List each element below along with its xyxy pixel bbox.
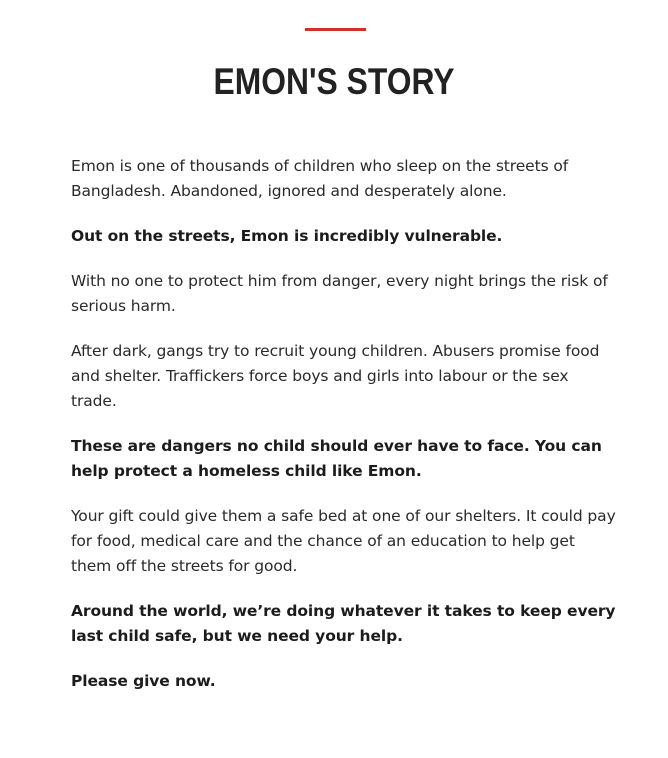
story-paragraph-after-dark: After dark, gangs try to recruit young children. Abusers promise food and shelter. Traffickers force boys and girls into labour or the sex trade. — [71, 342, 600, 410]
story-paragraph-danger: With no one to protect him from danger, every night brings the risk of serious harm. — [71, 272, 608, 315]
story-paragraph-vulnerable: Out on the streets, Emon is incredibly vulnerable. — [71, 227, 503, 245]
story-body — [71, 154, 616, 714]
story-paragraph-around-the-world: Around the world, we’re doing whatever it takes to keep every last child safe, but we need your help. — [71, 602, 616, 645]
story-paragraph-call-to-action: Please give now. — [71, 672, 216, 690]
story-paragraph-intro: Emon is one of thousands of children who sleep on the streets of Bangladesh. Abandoned, ignored and desperately alone. — [71, 157, 569, 200]
story-paragraph-you-can-help: These are dangers no child should ever have to face. You can help protect a homeless child like Emon. — [71, 437, 602, 480]
title-accent-rule — [305, 28, 366, 31]
page-title: EMON'S STORY — [213, 61, 455, 102]
story-paragraph-your-gift: Your gift could give them a safe bed at one of our shelters. It could pay for food, medical care and the chance of an education to help get them off the streets for good. — [71, 507, 616, 575]
